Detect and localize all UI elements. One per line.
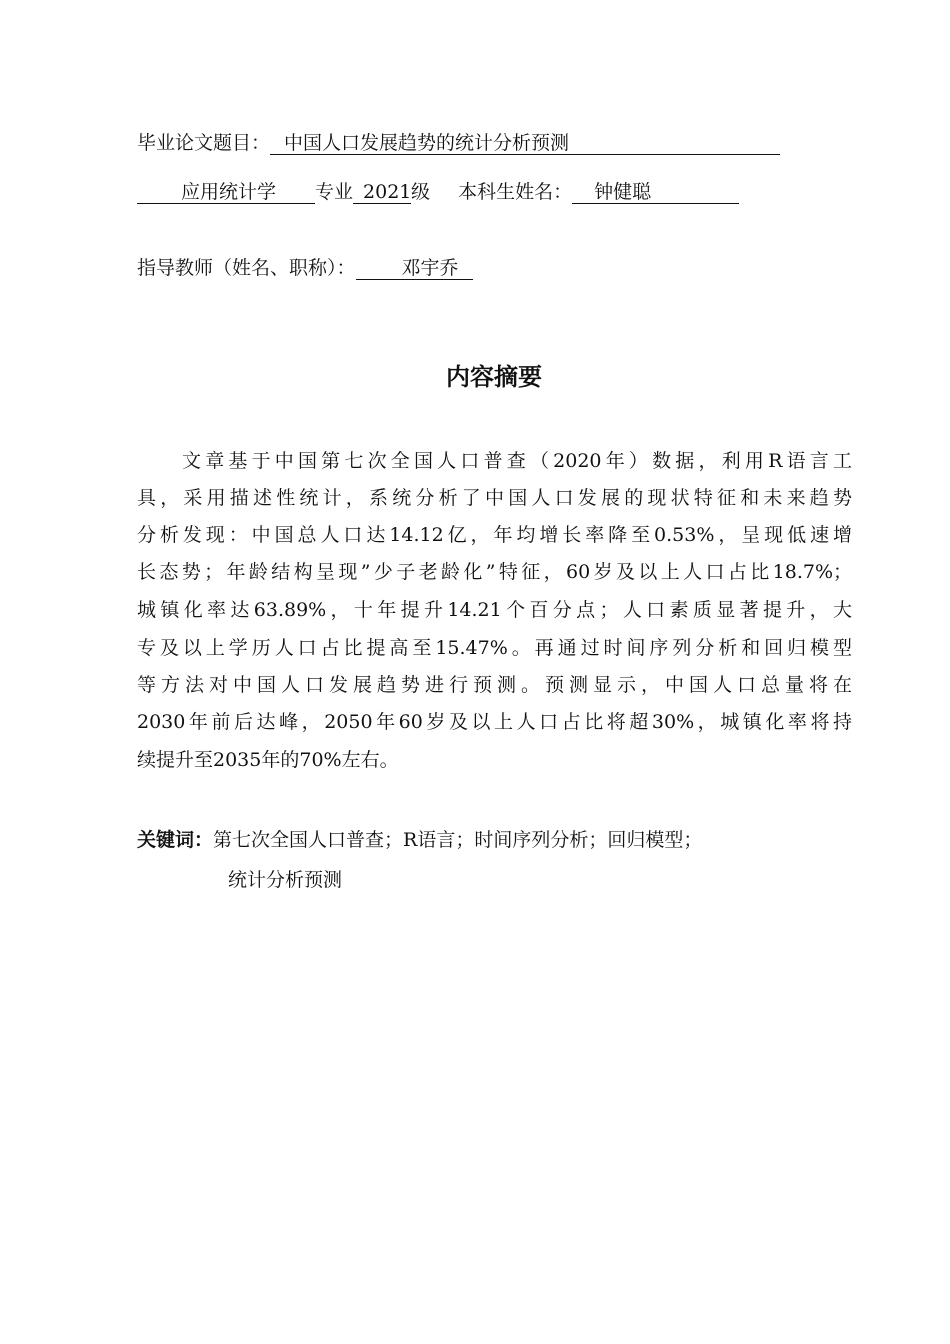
advisor-label: 指导教师（姓名、职称）： [137, 257, 356, 279]
grade-label: 级 [411, 181, 431, 203]
abstract-line: 续提升至2035年的70%左右。 [137, 749, 399, 771]
abstract-heading: 内容摘要 [446, 363, 542, 391]
advisor-row [137, 256, 473, 280]
abstract-line: 专及以上学历人口占比提高至15.47%。再通过时间序列分析和回归模型 [137, 637, 852, 659]
thesis-title-label: 毕业论文题目： [137, 132, 271, 154]
thesis-title-field: 中国人口发展趋势的统计分析预测 [270, 132, 780, 155]
student-name-field: 钟健聪 [572, 181, 739, 204]
grade-field: 2021 [353, 181, 411, 204]
abstract-line: 长态势；年龄结构呈现”少子老龄化”特征，60岁及以上人口占比18.7%； [137, 561, 852, 583]
keywords-label: 关键词： [137, 829, 214, 851]
major-label: 专业 [315, 181, 354, 203]
keywords-line2: 统计分析预测 [228, 869, 343, 891]
major-field: 应用统计学 [137, 181, 315, 204]
major-row [137, 180, 739, 204]
student-label: 本科生姓名： [458, 181, 573, 203]
keywords-line1: 第七次全国人口普查；R语言；时间序列分析；回归模型； [213, 829, 703, 851]
advisor-field: 邓宇乔 [356, 257, 473, 280]
abstract-line: 文章基于中国第七次全国人口普查（2020年）数据，利用R语言工 [182, 450, 852, 472]
abstract-line: 具，采用描述性统计，系统分析了中国人口发展的现状特征和未来趋势 [137, 487, 852, 509]
abstract-line: 等方法对中国人口发展趋势进行预测。预测显示，中国人口总量将在 [137, 674, 852, 696]
keywords-row [137, 828, 702, 852]
abstract-line: 城镇化率达63.89%，十年提升14.21个百分点；人口素质显著提升，大 [137, 599, 852, 621]
abstract-line: 分析发现：中国总人口达14.12亿，年均增长率降至0.53%，呈现低速增 [137, 524, 852, 546]
thesis-title-row [137, 131, 780, 155]
abstract-line: 2030年前后达峰，2050年60岁及以上人口占比将超30%，城镇化率将持 [137, 711, 852, 733]
